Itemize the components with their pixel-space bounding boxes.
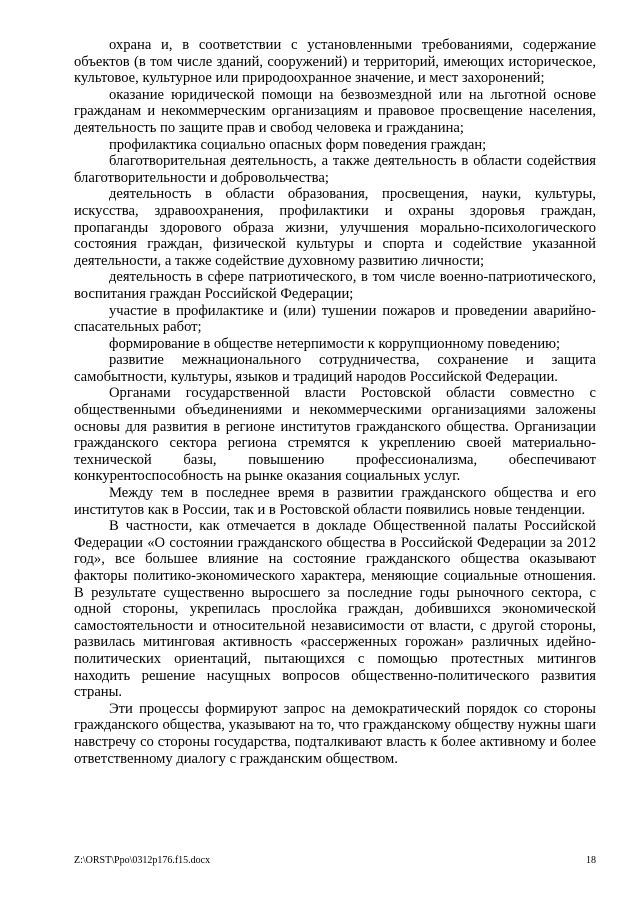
footer-file-path: Z:\ORST\Ppo\0312p176.f15.docx [74, 855, 211, 866]
paragraph: развитие межнационального сотрудничества, сохранение и защита самобытности, культуры, языков и традиций народов Российской Федерации. [74, 352, 596, 385]
body-text [74, 37, 596, 767]
paragraph: охрана и, в соответствии с установленными требованиями, содержание объектов (в том числе зданий, сооружений) и территорий, имеющих историческое, культовое, культурное или природоохранное значение, и мест захоронений; [74, 37, 596, 87]
paragraph: деятельность в сфере патриотического, в том числе военно-патриотического, воспитания граждан Российской Федерации; [74, 269, 596, 302]
paragraph: формирование в обществе нетерпимости к коррупционному поведению; [109, 335, 561, 352]
paragraph: Между тем в последнее время в развитии гражданского общества и его институтов как в России, так и в Ростовской области появились новые тенденции. [74, 485, 596, 518]
paragraph: оказание юридической помощи на безвозмездной или на льготной основе гражданам и некоммерческим организациям и правовое просвещение населения, деятельность по защите прав и свобод человека и гражданина; [74, 86, 596, 136]
paragraph: Эти процессы формируют запрос на демократический порядок со стороны гражданского общества, указывают на то, что гражданскому обществу нужны шаги навстречу со стороны государства, подталкивают власть к более активному и более ответственному диалогу с гражданским обществом. [74, 700, 596, 767]
paragraph: благотворительная деятельность, а также деятельность в области содействия благотворительности и добровольчества; [74, 153, 596, 186]
paragraph: деятельность в области образования, просвещения, науки, культуры, искусства, здравоохранения, профилактики и охраны здоровья граждан, пропаганды здорового образа жизни, улучшения морально-психологического состояния граждан, физической культуры и спорта и содействие указанной деятельности, а также содействие духовному развитию личности; [74, 186, 596, 269]
paragraph: Органами государственной власти Ростовской области совместно с общественными объединениями и некоммерческими организациями заложены основы для развития в регионе институтов гражданского общества. Организации гражданского сектора региона стремятся к укреплению своей материально-технической базы, повышению профессионализма, обеспечивают конкурентоспособность на рынке оказания социальных услуг. [74, 385, 596, 485]
paragraph: участие в профилактике и (или) тушении пожаров и проведении аварийно-спасательных работ; [74, 302, 596, 336]
page-number: 18 [586, 855, 596, 866]
paragraph: профилактика социально опасных форм поведения граждан; [109, 136, 487, 153]
paragraph: В частности, как отмечается в докладе Общественной палаты Российской Федерации «О состоянии гражданского общества в Российской Федерации за 2012 год», все большее влияние на состояние гражданского общества оказывают факторы политико-экономического характера, меняющие социальные отношения. В результате существенно выросшего за последние годы рыночного сектора, с одной стороны, укрепилась прослойка граждан, добившихся экономической самостоятельности и относительной независимости от власти, с другой стороны, развилась митинговая активность «рассерженных горожан» различных идейно-политических ориентаций, пытающихся с помощью протестных митингов находить решение насущных вопросов общественно-политического развития страны. [74, 518, 596, 701]
